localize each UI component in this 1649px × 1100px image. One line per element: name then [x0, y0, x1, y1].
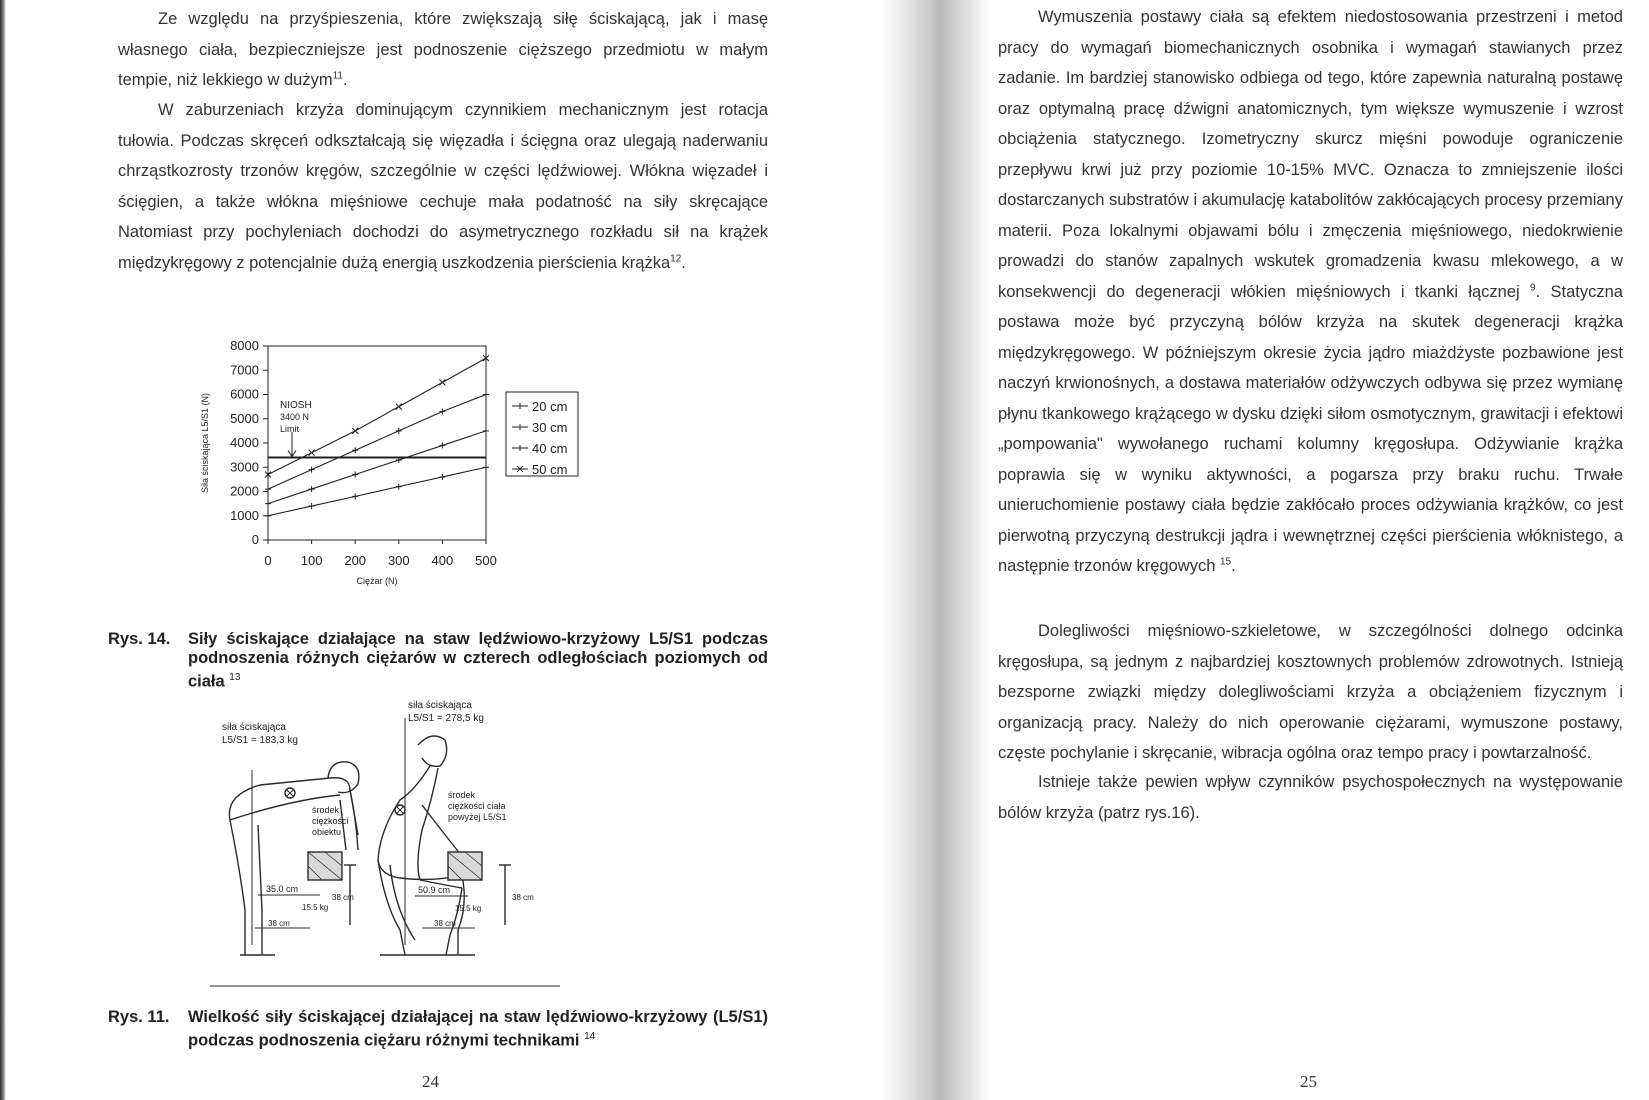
- data-point: [396, 484, 402, 490]
- x-tick-label: 0: [264, 553, 272, 568]
- data-point: [439, 408, 445, 414]
- y-tick-label: 8000: [230, 338, 259, 353]
- data-point: [396, 404, 402, 410]
- y-tick-label: 4000: [230, 435, 259, 450]
- left-paragraph-2: W zaburzeniach krzyża dominującym czynnikiem mechanicznym jest rotacja tułowia. Podczas skręceń odkształcają się więzadła i ścięgna oraz ulegają naderwaniu chrząstkozrosty trzonów kręgów, szczególnie w części lędźwiowej. Włókna więzadeł i ścięgien, a także włókna mięśniowe cechuje mała podatność na siły skręcające Natomiast przy pochyleniach dochodzi do asymetrycznego rozkładu sił na krążek międzykręgowy z potencjalnie dużą energią uszkodzenia pierścienia krążka$^{12}$.: [118, 101, 768, 272]
- y-tick-label: 0: [251, 532, 259, 547]
- niosh-limit-label: Limit: [280, 424, 300, 434]
- left-force-label-2: L5/S1 = 183,3 kg: [222, 735, 298, 746]
- data-point: [352, 428, 358, 434]
- right-height: 38 cm: [512, 893, 534, 902]
- stooped-lifter-drawing: [229, 762, 359, 955]
- right-page: [990, 0, 1649, 1100]
- data-point: [309, 467, 315, 473]
- niosh-limit-label: 3400 N: [280, 412, 310, 422]
- left-weight: 15.5 kg: [302, 903, 329, 912]
- right-paragraph-1: Wymuszenia postawy ciała są efektem niedostosowania przestrzeni i metod pracy do wymagań biomechanicznych osobnika i wymagań stawianych przez zadanie. Im bardziej stanowisko odbiega od tego, które zapewnia naturalną postawę oraz optymalną pracę dźwigni anatomicznych, tym większe wymuszenie i wzrost obciążenia statycznego. Izometryczny skurcz mięśni powoduje ograniczenie przepływu krwi już przy poziomie 10-15% MVC. Oznacza to zmniejszenie ilości dostarczanych substratów i akumulację katabolitów zakłócających procesy przemiany materii. Poza lokalnymi objawami bólu i zmęczenia mięśniowego, niedokrwienie prowadzi do stanów zapalnych wskutek gromadzenia kwasu mlekowego, a w konsekwencji do degeneracji włókien mięśniowych i tkanki łącznej $^9$. Statyczna postawa może być przyczyną bólów krzyża na skutek degeneracji krążka międzykręgowego. W późniejszym okresie życia jądro miażdżyste pozbawione jest naczyń krwionośnych, a dostawa materiałów odżywczych odbywa się przez wymianę płynu tkankowego krążącego w dysku dzięki siłom osmotycznym, grawitacji i efektowi „pompowania" wywołanego ruchami kolumny kręgosłupa. Odżywianie krążka poprawia się w wyniku aktywności, a pogarsza przy braku ruchu. Trwałe unieruchomienie postawy ciała będzie zakłócało proces odżywiania krążków, co jest pierwotną przyczyną destrukcji jądra i wewnętrznej części pierścienia włóknistego, a następnie trzonów kręgowych $^{15}$.: [998, 8, 1623, 575]
- data-point: [265, 513, 271, 519]
- right-force-label-1: siła ściskająca: [408, 700, 472, 711]
- series-line: [268, 431, 486, 504]
- y-tick-label: 7000: [230, 362, 259, 378]
- figure-11-text: Wielkość siły ściskającej działającej na staw lędźwiowo-krzyżowy (L5/S1) podczas podnoszenia ciężaru różnymi technikami: [188, 1008, 768, 1050]
- figure-11-number: Rys. 11.: [108, 1008, 170, 1026]
- footnote-ref: 9: [1530, 282, 1536, 293]
- data-point: [352, 472, 358, 478]
- data-point: [352, 493, 358, 499]
- body-cog-label-1: środek: [448, 790, 476, 800]
- body-cog-label-2: ciężkości ciała: [448, 801, 506, 811]
- footnote-ref: 12: [670, 253, 682, 264]
- legend-entry: 30 cm: [532, 420, 568, 435]
- x-tick-label: 100: [300, 553, 323, 568]
- book-spine-shadow: [880, 0, 990, 1100]
- footnote-ref: 15: [1219, 556, 1232, 568]
- legend-entry: 40 cm: [532, 441, 568, 456]
- page-number-right: 25: [1300, 1072, 1317, 1091]
- object-cog-label-2: ciężkości: [312, 816, 349, 826]
- data-point: [309, 450, 315, 456]
- left-paragraph-1: Ze względu na przyśpieszenia, które zwiększają siłę ściskającą, jak i masę własnego ciała, bezpieczniejsze jest podnoszenie cięższego przedmiotu w małym tempie, niż lekkiego w dużym$^{11}$.: [118, 10, 768, 89]
- plot-frame: [268, 346, 486, 540]
- x-tick-label: 500: [475, 553, 497, 568]
- object-cog-label-1: środek: [312, 805, 340, 815]
- y-axis-label: Siła ściskająca L5/S1 (N): [200, 392, 210, 494]
- left-horizontal-distance: 35.0 cm: [266, 884, 299, 894]
- y-tick-label: 5000: [230, 410, 259, 426]
- y-tick-label: 6000: [230, 386, 259, 402]
- compression-force-chart: [200, 338, 620, 618]
- data-point: [483, 392, 489, 398]
- figure-14-number: Rys. 14.: [108, 630, 171, 648]
- chart-labels: [200, 338, 578, 586]
- figure-14-caption: [108, 630, 768, 692]
- footnote-ref: 14: [584, 1031, 596, 1042]
- right-force-label-2: L5/S1 = 278,5 kg: [408, 713, 484, 724]
- data-point: [309, 503, 315, 509]
- chart-series: [265, 355, 489, 519]
- right-paragraph-2: Dolegliwości mięśniowo-szkieletowe, w szczególności dolnego odcinka kręgosłupa, są jednym z najbardziej kosztownych problemów zdrowotnych. Istnieją bezsporne związki między dolegliwościami krzyża a obciążeniem fizycznym i organizacją pracy. Należy do nich operowanie ciężarami, wymuszone postawy, częste pochylanie i skręcanie, wibracja ogólna oraz tempo pracy i powtarzalność.: [998, 622, 1623, 762]
- y-tick-label: 1000: [230, 507, 259, 523]
- y-tick-label: 3000: [230, 459, 259, 475]
- left-height: 38 cm: [332, 893, 354, 902]
- y-tick-label: 2000: [230, 483, 259, 499]
- right-floor-distance: 38 cm: [434, 919, 456, 928]
- left-force-label-1: siła ściskająca: [222, 722, 286, 733]
- data-point: [396, 428, 402, 434]
- data-point: [265, 501, 271, 507]
- data-point: [439, 379, 445, 385]
- left-floor-distance: 38 cm: [268, 919, 290, 928]
- squatting-lifter-drawing: [378, 718, 534, 955]
- right-paragraph-3: Istnieje także pewien wpływ czynników psychospołecznych na występowanie bólów krzyża (patrz rys.16).: [998, 773, 1623, 822]
- x-tick-label: 200: [344, 553, 367, 568]
- chart-axes: [263, 346, 486, 544]
- footnote-ref: 11: [332, 70, 343, 82]
- data-point: [439, 442, 445, 448]
- body-cog-label-3: powyżej L5/S1: [448, 812, 507, 822]
- niosh-limit-label: NIOSH: [280, 400, 312, 411]
- object-cog-label-3: obiektu: [312, 827, 342, 837]
- footnote-ref: 13: [229, 672, 241, 683]
- x-tick-label: 300: [387, 553, 410, 568]
- legend-entry: 50 cm: [532, 462, 568, 477]
- figure-14-text: Siły ściskające działające na staw lędźwiowo-krzyżowy L5/S1 podczas podnoszenia różnych ciężarów w czterech odległościach poziomych od ciała: [188, 630, 768, 691]
- data-point: [439, 474, 445, 480]
- legend-entry: 20 cm: [532, 399, 568, 414]
- data-point: [483, 428, 489, 434]
- data-point: [309, 486, 315, 492]
- x-axis-label: Ciężar (N): [356, 576, 398, 586]
- x-tick-label: 400: [431, 553, 454, 568]
- figure-11-caption: [108, 1008, 768, 1051]
- data-point: [483, 464, 489, 470]
- right-weight: 15.5 kg: [455, 904, 482, 913]
- right-horizontal-distance: 50.9 cm: [418, 885, 451, 895]
- page-number-left: 24: [422, 1072, 439, 1091]
- lifting-techniques-figure: [200, 700, 580, 990]
- data-point: [352, 447, 358, 453]
